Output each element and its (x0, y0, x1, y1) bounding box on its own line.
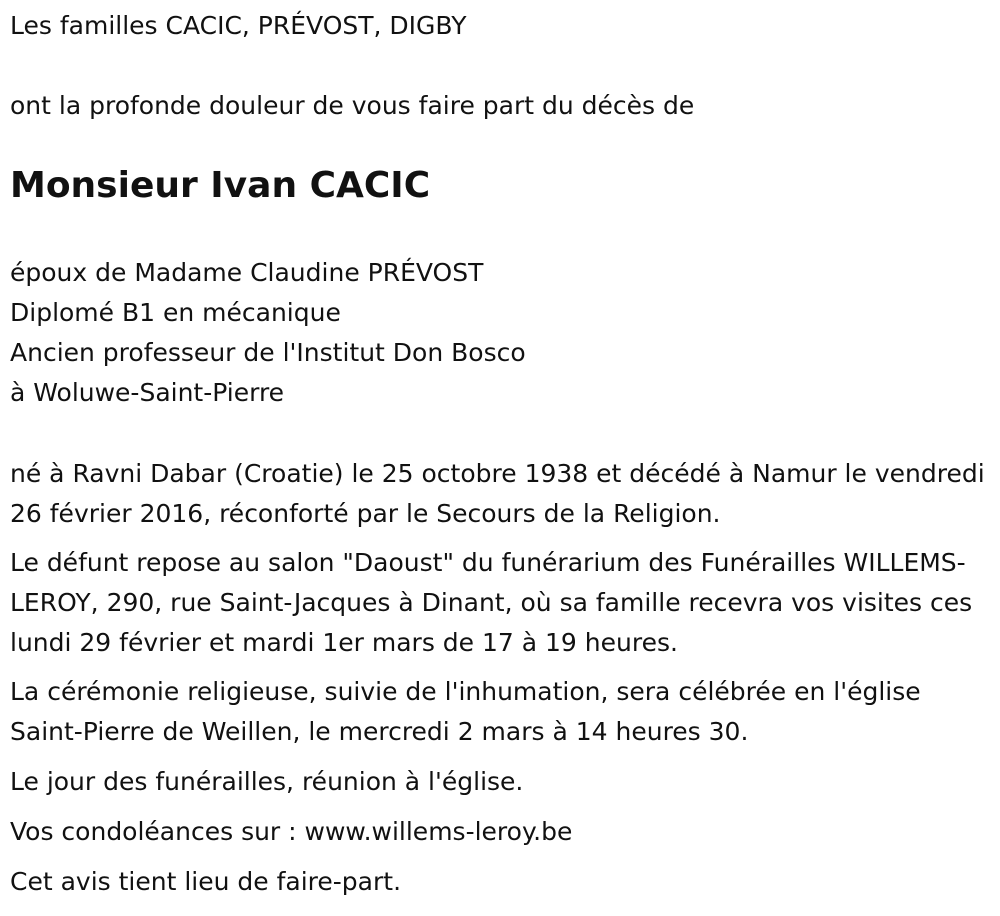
detail-spouse: époux de Madame Claudine PRÉVOST (10, 258, 484, 287)
detail-location: à Woluwe-Saint-Pierre (10, 378, 285, 407)
condolences-line: Vos condoléances sur : www.willems-leroy.be (10, 817, 573, 846)
families-line: Les familles CACIC, PRÉVOST, DIGBY (10, 11, 467, 40)
notice-line: Cet avis tient lieu de faire-part. (10, 867, 402, 896)
deceased-details (10, 253, 526, 413)
ceremony-paragraph: La cérémonie religieuse, suivie de l'inhumation, sera célébrée en l'église Saint-Pierre de Weillen, le mercredi 2 mars à 14 heures 30. (10, 677, 921, 746)
birth-death-paragraph: né à Ravni Dabar (Croatie) le 25 octobre 1938 et décédé à Namur le vendredi 26 février 2016, réconforté par le Secours de la Religion. (10, 459, 985, 528)
deceased-name: Monsieur Ivan CACIC (10, 165, 431, 206)
detail-profession: Ancien professeur de l'Institut Don Bosco (10, 338, 526, 367)
announcement-line: ont la profonde douleur de vous faire part du décès de (10, 91, 695, 120)
detail-diploma: Diplomé B1 en mécanique (10, 298, 341, 327)
visitation-paragraph: Le défunt repose au salon "Daoust" du funérarium des Funérailles WILLEMS-LEROY, 290, rue Saint-Jacques à Dinant, où sa famille recevra vos visites ces lundi 29 février et mardi 1er mars de 17 à 19 heures. (10, 548, 973, 657)
gathering-line: Le jour des funérailles, réunion à l'église. (10, 767, 524, 796)
